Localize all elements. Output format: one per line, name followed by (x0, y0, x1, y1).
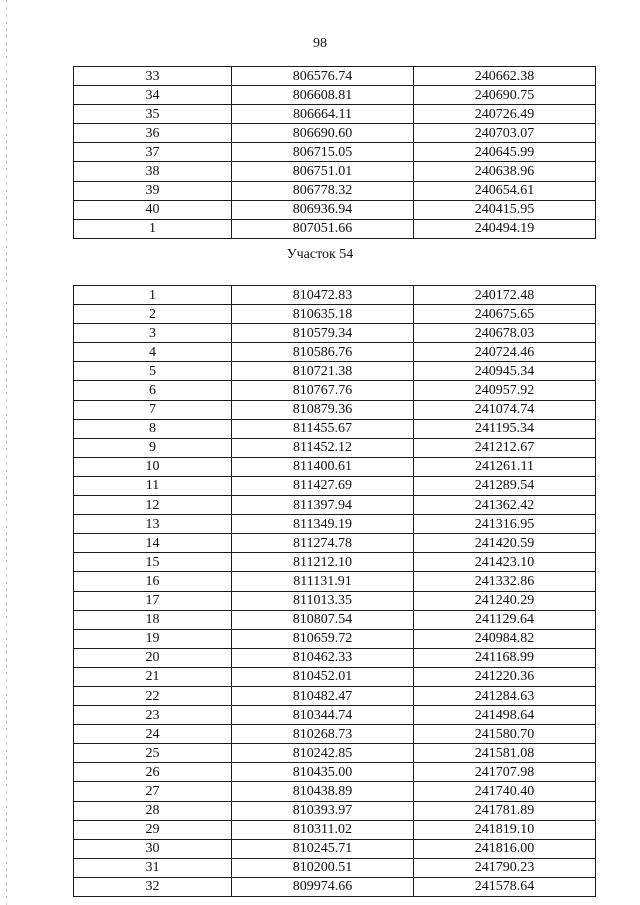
table-row (74, 457, 596, 476)
y-coordinate-cell: 240678.03 (414, 324, 596, 343)
point-number-cell: 5 (74, 362, 232, 381)
table-row (74, 839, 596, 858)
y-coordinate-cell: 241580.70 (414, 725, 596, 744)
y-coordinate-cell: 241781.89 (414, 801, 596, 820)
point-number-cell: 40 (74, 200, 232, 219)
point-number-cell: 19 (74, 629, 232, 648)
table-row (74, 324, 596, 343)
table-row (74, 438, 596, 457)
table-row (74, 648, 596, 667)
x-coordinate-cell: 811400.61 (232, 457, 414, 476)
y-coordinate-cell: 240984.82 (414, 629, 596, 648)
table-row (74, 219, 596, 238)
x-coordinate-cell: 810579.34 (232, 324, 414, 343)
x-coordinate-cell: 809974.66 (232, 877, 414, 896)
x-coordinate-cell: 810245.71 (232, 839, 414, 858)
y-coordinate-cell: 240415.95 (414, 200, 596, 219)
y-coordinate-cell: 241261.11 (414, 457, 596, 476)
point-number-cell: 20 (74, 648, 232, 667)
table-row (74, 343, 596, 362)
coordinates-table-continued (73, 66, 596, 239)
y-coordinate-cell: 240726.49 (414, 105, 596, 124)
y-coordinate-cell: 241195.34 (414, 419, 596, 438)
x-coordinate-cell: 806715.05 (232, 143, 414, 162)
table-row (74, 820, 596, 839)
y-coordinate-cell: 240703.07 (414, 124, 596, 143)
table-row (74, 591, 596, 610)
point-number-cell: 34 (74, 86, 232, 105)
table-row (74, 553, 596, 572)
table-body (74, 286, 596, 897)
y-coordinate-cell: 241578.64 (414, 877, 596, 896)
x-coordinate-cell: 811397.94 (232, 496, 414, 515)
point-number-cell: 27 (74, 782, 232, 801)
x-coordinate-cell: 811452.12 (232, 438, 414, 457)
y-coordinate-cell: 241220.36 (414, 667, 596, 686)
table-row (74, 362, 596, 381)
table-row (74, 782, 596, 801)
x-coordinate-cell: 811131.91 (232, 572, 414, 591)
table-row (74, 706, 596, 725)
x-coordinate-cell: 807051.66 (232, 219, 414, 238)
y-coordinate-cell: 240494.19 (414, 219, 596, 238)
y-coordinate-cell: 241816.00 (414, 839, 596, 858)
point-number-cell: 1 (74, 219, 232, 238)
x-coordinate-cell: 810482.47 (232, 686, 414, 705)
point-number-cell: 39 (74, 181, 232, 200)
point-number-cell: 17 (74, 591, 232, 610)
x-coordinate-cell: 810807.54 (232, 610, 414, 629)
table-row (74, 286, 596, 305)
table-row (74, 534, 596, 553)
table-row (74, 181, 596, 200)
table-body (74, 67, 596, 239)
table-row (74, 105, 596, 124)
point-number-cell: 28 (74, 801, 232, 820)
x-coordinate-cell: 810635.18 (232, 305, 414, 324)
table-row (74, 200, 596, 219)
point-number-cell: 14 (74, 534, 232, 553)
point-number-cell: 32 (74, 877, 232, 896)
y-coordinate-cell: 241498.64 (414, 706, 596, 725)
page-number: 98 (313, 36, 327, 51)
y-coordinate-cell: 241212.67 (414, 438, 596, 457)
point-number-cell: 6 (74, 381, 232, 400)
x-coordinate-cell: 810879.36 (232, 400, 414, 419)
point-number-cell: 8 (74, 419, 232, 438)
x-coordinate-cell: 811455.67 (232, 419, 414, 438)
y-coordinate-cell: 240638.96 (414, 162, 596, 181)
x-coordinate-cell: 806936.94 (232, 200, 414, 219)
point-number-cell: 24 (74, 725, 232, 744)
y-coordinate-cell: 241362.42 (414, 496, 596, 515)
point-number-cell: 12 (74, 496, 232, 515)
point-number-cell: 23 (74, 706, 232, 725)
x-coordinate-cell: 810200.51 (232, 858, 414, 877)
table-row (74, 686, 596, 705)
x-coordinate-cell: 806690.60 (232, 124, 414, 143)
table-row (74, 877, 596, 896)
y-coordinate-cell: 241316.95 (414, 515, 596, 534)
y-coordinate-cell: 240675.65 (414, 305, 596, 324)
y-coordinate-cell: 241074.74 (414, 400, 596, 419)
y-coordinate-cell: 241819.10 (414, 820, 596, 839)
section-title: Участок 54 (286, 247, 354, 262)
point-number-cell: 29 (74, 820, 232, 839)
x-coordinate-cell: 806664.11 (232, 105, 414, 124)
table-row (74, 496, 596, 515)
y-coordinate-cell: 240945.34 (414, 362, 596, 381)
table-row (74, 476, 596, 495)
x-coordinate-cell: 811212.10 (232, 553, 414, 572)
point-number-cell: 4 (74, 343, 232, 362)
table-row (74, 515, 596, 534)
table-row (74, 744, 596, 763)
x-coordinate-cell: 810462.33 (232, 648, 414, 667)
y-coordinate-cell: 241240.29 (414, 591, 596, 610)
y-coordinate-cell: 241707.98 (414, 763, 596, 782)
point-number-cell: 9 (74, 438, 232, 457)
x-coordinate-cell: 810435.00 (232, 763, 414, 782)
point-number-cell: 26 (74, 763, 232, 782)
x-coordinate-cell: 811349.19 (232, 515, 414, 534)
x-coordinate-cell: 810311.02 (232, 820, 414, 839)
x-coordinate-cell: 810268.73 (232, 725, 414, 744)
table-row (74, 143, 596, 162)
table-row (74, 162, 596, 181)
table-row (74, 419, 596, 438)
y-coordinate-cell: 241332.86 (414, 572, 596, 591)
y-coordinate-cell: 240724.46 (414, 343, 596, 362)
x-coordinate-cell: 810344.74 (232, 706, 414, 725)
scan-edge-artifact (6, 0, 7, 905)
point-number-cell: 10 (74, 457, 232, 476)
table-row (74, 86, 596, 105)
table-row (74, 572, 596, 591)
point-number-cell: 22 (74, 686, 232, 705)
table-row (74, 305, 596, 324)
y-coordinate-cell: 240645.99 (414, 143, 596, 162)
point-number-cell: 3 (74, 324, 232, 343)
y-coordinate-cell: 240662.38 (414, 67, 596, 86)
y-coordinate-cell: 241420.59 (414, 534, 596, 553)
x-coordinate-cell: 810586.76 (232, 343, 414, 362)
y-coordinate-cell: 241168.99 (414, 648, 596, 667)
point-number-cell: 25 (74, 744, 232, 763)
y-coordinate-cell: 240654.61 (414, 181, 596, 200)
x-coordinate-cell: 810242.85 (232, 744, 414, 763)
y-coordinate-cell: 240957.92 (414, 381, 596, 400)
point-number-cell: 11 (74, 476, 232, 495)
x-coordinate-cell: 806751.01 (232, 162, 414, 181)
table-row (74, 67, 596, 86)
point-number-cell: 31 (74, 858, 232, 877)
y-coordinate-cell: 241289.54 (414, 476, 596, 495)
y-coordinate-cell: 241790.23 (414, 858, 596, 877)
y-coordinate-cell: 240172.48 (414, 286, 596, 305)
point-number-cell: 1 (74, 286, 232, 305)
x-coordinate-cell: 810452.01 (232, 667, 414, 686)
x-coordinate-cell: 806778.32 (232, 181, 414, 200)
table-row (74, 763, 596, 782)
x-coordinate-cell: 806576.74 (232, 67, 414, 86)
table-row (74, 801, 596, 820)
table-row (74, 381, 596, 400)
coordinates-table-section-54 (73, 285, 596, 897)
x-coordinate-cell: 810721.38 (232, 362, 414, 381)
point-number-cell: 16 (74, 572, 232, 591)
x-coordinate-cell: 806608.81 (232, 86, 414, 105)
y-coordinate-cell: 241284.63 (414, 686, 596, 705)
table-row (74, 629, 596, 648)
point-number-cell: 38 (74, 162, 232, 181)
x-coordinate-cell: 811013.35 (232, 591, 414, 610)
x-coordinate-cell: 811274.78 (232, 534, 414, 553)
point-number-cell: 2 (74, 305, 232, 324)
x-coordinate-cell: 810472.83 (232, 286, 414, 305)
y-coordinate-cell: 241581.08 (414, 744, 596, 763)
point-number-cell: 13 (74, 515, 232, 534)
table-row (74, 400, 596, 419)
point-number-cell: 18 (74, 610, 232, 629)
x-coordinate-cell: 810659.72 (232, 629, 414, 648)
table-row (74, 725, 596, 744)
point-number-cell: 21 (74, 667, 232, 686)
table-row (74, 667, 596, 686)
y-coordinate-cell: 240690.75 (414, 86, 596, 105)
x-coordinate-cell: 810438.89 (232, 782, 414, 801)
y-coordinate-cell: 241740.40 (414, 782, 596, 801)
point-number-cell: 36 (74, 124, 232, 143)
x-coordinate-cell: 810393.97 (232, 801, 414, 820)
table-row (74, 858, 596, 877)
x-coordinate-cell: 811427.69 (232, 476, 414, 495)
y-coordinate-cell: 241129.64 (414, 610, 596, 629)
point-number-cell: 30 (74, 839, 232, 858)
table-row (74, 124, 596, 143)
point-number-cell: 7 (74, 400, 232, 419)
point-number-cell: 35 (74, 105, 232, 124)
table-row (74, 610, 596, 629)
point-number-cell: 37 (74, 143, 232, 162)
point-number-cell: 15 (74, 553, 232, 572)
point-number-cell: 33 (74, 67, 232, 86)
x-coordinate-cell: 810767.76 (232, 381, 414, 400)
y-coordinate-cell: 241423.10 (414, 553, 596, 572)
